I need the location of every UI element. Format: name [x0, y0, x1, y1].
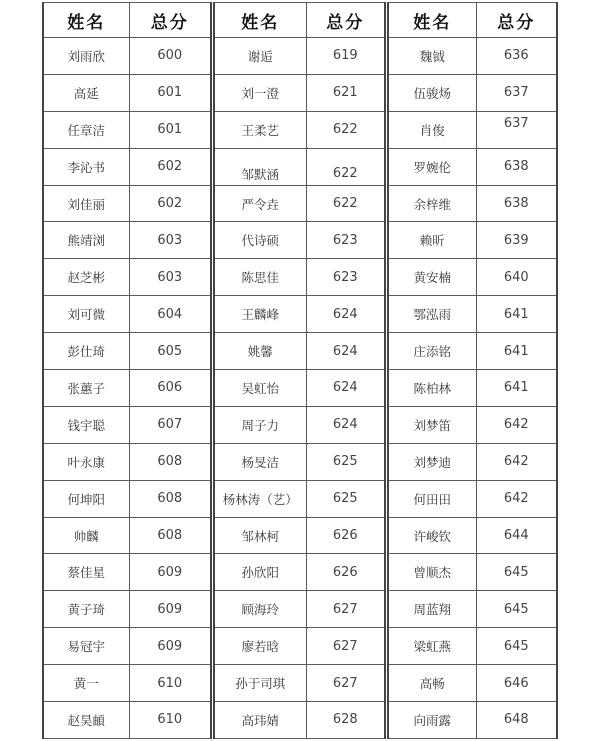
student-name-cell: [214, 554, 306, 591]
student-name-cell: [43, 665, 129, 702]
total-score-cell: [476, 333, 557, 370]
total-score-cell: [476, 406, 557, 443]
table-row: [388, 222, 557, 259]
total-score: 606: [157, 380, 183, 396]
total-score: 603: [157, 232, 183, 248]
total-score-cell: [476, 222, 557, 259]
student-name: 刘雨欣: [67, 48, 105, 64]
student-name: 鄂泓雨: [413, 307, 451, 323]
student-name-cell: [214, 185, 306, 222]
student-name-cell: [214, 443, 306, 480]
student-name: 代诗硕: [241, 233, 279, 249]
total-score-cell: [306, 517, 385, 554]
total-score: 628: [332, 712, 358, 728]
student-name-cell: [214, 406, 306, 443]
header-score: 总分: [129, 3, 211, 38]
student-name-cell: [388, 591, 476, 628]
header-name: 姓名: [43, 3, 129, 38]
total-score: 627: [332, 675, 358, 691]
total-score: 623: [332, 269, 358, 285]
student-name: 刘梦笛: [413, 417, 451, 433]
student-name-cell: [43, 406, 129, 443]
table-row: [43, 480, 211, 517]
total-score-cell: [476, 665, 557, 702]
total-score-cell: [476, 296, 557, 333]
student-name: 邹林柯: [241, 528, 279, 544]
student-name-cell: [214, 628, 306, 665]
table-row: [43, 38, 211, 75]
table-header-row: [388, 3, 557, 38]
total-score: 637: [503, 116, 529, 132]
total-score-cell: [129, 259, 211, 296]
student-name: 帅麟: [73, 528, 99, 544]
total-score: 648: [503, 712, 529, 728]
student-name: 孙欣阳: [241, 565, 279, 581]
student-name: 严令垚: [241, 196, 279, 212]
student-name-cell: [43, 222, 129, 259]
student-name: 顾海玲: [241, 602, 279, 618]
total-score: 625: [332, 491, 358, 507]
table-row: [214, 702, 385, 739]
total-score-cell: [476, 74, 557, 111]
student-name-cell: [214, 296, 306, 333]
table-row: [388, 185, 557, 222]
student-name: 易冠宇: [67, 639, 105, 655]
student-name-cell: [43, 74, 129, 111]
student-name-cell: [43, 702, 129, 739]
total-score-cell: [476, 480, 557, 517]
student-name: 廖若晗: [241, 639, 279, 655]
student-name: 罗婉伦: [413, 159, 451, 175]
table-row: [214, 591, 385, 628]
student-name: 曾顺杰: [413, 565, 451, 581]
student-name: 赖昕: [419, 233, 445, 249]
student-name-cell: [388, 296, 476, 333]
total-score-cell: [306, 554, 385, 591]
score-table-3: [387, 2, 558, 739]
table-row: [388, 554, 557, 591]
student-name-cell: [388, 665, 476, 702]
student-name-cell: [388, 406, 476, 443]
student-name-cell: [214, 38, 306, 75]
student-name: 彭仕琦: [67, 344, 105, 360]
student-name: 张蕙子: [67, 380, 105, 396]
total-score: 642: [503, 491, 529, 507]
table-header-row: [43, 3, 211, 38]
header-name: 姓名: [214, 3, 306, 38]
table-row: [214, 38, 385, 75]
table-row: [214, 296, 385, 333]
total-score-cell: [129, 443, 211, 480]
student-name: 王柔艺: [241, 122, 279, 138]
student-name: 何田田: [413, 491, 451, 507]
student-name-cell: [388, 628, 476, 665]
total-score-cell: [129, 517, 211, 554]
table-row: [388, 333, 557, 370]
student-name: 刘佳丽: [67, 196, 105, 212]
table-row: [388, 370, 557, 407]
total-score-cell: [306, 259, 385, 296]
student-name-cell: [388, 185, 476, 222]
student-name-cell: [43, 296, 129, 333]
table-row: [214, 628, 385, 665]
total-score-cell: [129, 628, 211, 665]
total-score-cell: [306, 74, 385, 111]
total-score: 601: [157, 85, 183, 101]
total-score: 626: [332, 564, 358, 580]
total-score: 624: [332, 417, 358, 433]
total-score: 638: [503, 196, 529, 211]
total-score: 624: [332, 306, 358, 322]
student-name-cell: [43, 443, 129, 480]
total-score-cell: [306, 628, 385, 665]
student-name-cell: [388, 111, 476, 148]
table-row: [214, 74, 385, 111]
table-header-row: [214, 3, 385, 38]
total-score-cell: [129, 74, 211, 111]
table-row: [388, 443, 557, 480]
total-score: 602: [157, 196, 183, 211]
student-name: 邹默涵: [241, 166, 279, 182]
student-name: 高玮婧: [241, 712, 279, 728]
total-score-cell: [306, 148, 385, 185]
student-name: 向雨露: [413, 712, 451, 728]
student-name: 高畅: [419, 676, 445, 692]
student-name-cell: [43, 38, 129, 75]
total-score-cell: [476, 591, 557, 628]
student-name-cell: [43, 148, 129, 185]
table-row: [43, 591, 211, 628]
total-score-cell: [129, 370, 211, 407]
table-row: [388, 148, 557, 185]
table-row: [43, 628, 211, 665]
student-name: 魏钺: [419, 48, 445, 64]
student-name: 任章洁: [67, 122, 105, 138]
student-name: 杨旻洁: [241, 454, 279, 470]
student-name: 杨林涛（艺）: [222, 491, 298, 507]
total-score: 625: [332, 454, 358, 470]
total-score-cell: [306, 296, 385, 333]
student-name: 何坤阳: [67, 491, 105, 507]
total-score: 600: [157, 48, 183, 64]
header-score: 总分: [476, 3, 557, 38]
total-score-cell: [476, 443, 557, 480]
table-row: [43, 148, 211, 185]
total-score-cell: [476, 370, 557, 407]
table-row: [214, 111, 385, 148]
total-score: 622: [332, 196, 358, 211]
student-name: 周蓝翔: [413, 602, 451, 618]
total-score: 608: [157, 491, 183, 507]
student-name-cell: [214, 148, 306, 185]
total-score: 609: [157, 564, 183, 580]
total-score-cell: [129, 406, 211, 443]
total-score: 603: [157, 269, 183, 285]
student-name: 钱宇聪: [67, 417, 105, 433]
student-name-cell: [214, 74, 306, 111]
table-row: [214, 333, 385, 370]
student-name-cell: [43, 554, 129, 591]
student-name: 周子力: [241, 417, 279, 433]
total-score: 608: [157, 528, 183, 544]
student-name-cell: [43, 333, 129, 370]
student-name: 黄子琦: [67, 602, 105, 618]
total-score-cell: [306, 111, 385, 148]
student-name: 谢逅: [247, 48, 273, 64]
total-score: 621: [332, 85, 358, 101]
table-row: [43, 554, 211, 591]
total-score: 646: [503, 675, 529, 691]
total-score-cell: [129, 702, 211, 739]
student-name-cell: [214, 480, 306, 517]
table-row: [214, 370, 385, 407]
total-score-cell: [476, 38, 557, 75]
table-row: [214, 665, 385, 702]
total-score: 610: [157, 712, 183, 728]
total-score-cell: [476, 259, 557, 296]
student-name: 刘一澄: [241, 85, 279, 101]
student-name-cell: [388, 370, 476, 407]
total-score: 627: [332, 638, 358, 654]
student-name-cell: [43, 370, 129, 407]
total-score: 609: [157, 601, 183, 617]
student-name-cell: [388, 480, 476, 517]
table-row: [388, 702, 557, 739]
total-score-cell: [129, 554, 211, 591]
student-name: 刘梦迪: [413, 454, 451, 470]
total-score-cell: [476, 111, 557, 148]
student-name-cell: [388, 259, 476, 296]
table-row: [388, 74, 557, 111]
student-name-cell: [43, 185, 129, 222]
total-score-cell: [306, 406, 385, 443]
table-row: [43, 517, 211, 554]
student-name-cell: [214, 591, 306, 628]
total-score: 637: [503, 85, 529, 101]
student-name-cell: [388, 38, 476, 75]
table-row: [388, 480, 557, 517]
total-score: 602: [157, 159, 183, 175]
table-row: [214, 148, 385, 185]
student-name-cell: [388, 148, 476, 185]
student-name: 陈柏林: [413, 380, 451, 396]
student-name-cell: [214, 111, 306, 148]
total-score-cell: [476, 148, 557, 185]
student-name: 高延: [73, 85, 99, 101]
student-name-cell: [388, 554, 476, 591]
student-name-cell: [388, 702, 476, 739]
total-score-cell: [129, 111, 211, 148]
total-score: 644: [503, 528, 529, 544]
total-score-cell: [306, 702, 385, 739]
table-row: [43, 702, 211, 739]
total-score: 627: [332, 601, 358, 617]
student-name-cell: [214, 370, 306, 407]
score-table-2: [213, 2, 386, 739]
student-name: 梁虹燕: [413, 639, 451, 655]
total-score-cell: [129, 333, 211, 370]
total-score: 624: [332, 343, 358, 359]
student-name-cell: [214, 702, 306, 739]
student-name-cell: [214, 259, 306, 296]
total-score-cell: [306, 333, 385, 370]
table-row: [43, 185, 211, 222]
student-name-cell: [388, 333, 476, 370]
student-name: 蔡佳星: [67, 565, 105, 581]
total-score-cell: [476, 517, 557, 554]
total-score-cell: [129, 296, 211, 333]
student-name: 赵昊頔: [67, 712, 105, 728]
student-name: 叶永康: [67, 454, 105, 470]
table-row: [43, 406, 211, 443]
table-row: [388, 517, 557, 554]
table-row: [214, 517, 385, 554]
total-score: 624: [332, 380, 358, 396]
total-score: 642: [503, 417, 529, 433]
student-name: 熊靖浏: [67, 233, 105, 249]
student-name: 姚馨: [247, 344, 273, 360]
total-score: 642: [503, 454, 529, 470]
total-score-cell: [476, 702, 557, 739]
total-score: 645: [503, 638, 529, 654]
total-score-cell: [129, 38, 211, 75]
total-score: 641: [503, 306, 529, 322]
student-name: 吴虹怡: [241, 380, 279, 396]
total-score: 610: [157, 675, 183, 691]
student-name: 余梓维: [413, 196, 451, 212]
total-score: 622: [332, 122, 358, 138]
table-row: [388, 259, 557, 296]
table-row: [43, 222, 211, 259]
student-name-cell: [214, 517, 306, 554]
table-row: [388, 406, 557, 443]
table-row: [214, 443, 385, 480]
table-row: [388, 38, 557, 75]
student-name: 孙于司琪: [235, 676, 286, 692]
table-row: [388, 296, 557, 333]
student-name: 李沁书: [67, 159, 105, 175]
table-row: [43, 111, 211, 148]
table-row: [43, 370, 211, 407]
table-row: [388, 665, 557, 702]
table-row: [388, 628, 557, 665]
total-score: 607: [157, 417, 183, 433]
student-name-cell: [388, 222, 476, 259]
total-score-cell: [129, 148, 211, 185]
total-score: 645: [503, 601, 529, 617]
table-row: [214, 406, 385, 443]
student-name: 陈思佳: [241, 270, 279, 286]
student-name-cell: [43, 591, 129, 628]
total-score-cell: [129, 185, 211, 222]
student-name: 黄一: [73, 676, 99, 692]
student-name: 肖俊: [419, 122, 445, 138]
student-name-cell: [43, 628, 129, 665]
table-row: [214, 185, 385, 222]
student-name-cell: [214, 222, 306, 259]
total-score-cell: [476, 628, 557, 665]
total-score: 641: [503, 380, 529, 396]
total-score-cell: [306, 443, 385, 480]
table-row: [214, 554, 385, 591]
table-row: [388, 111, 557, 148]
student-name: 伍骏炀: [413, 85, 451, 101]
total-score-cell: [306, 591, 385, 628]
student-name: 许峻钦: [413, 528, 451, 544]
total-score: 641: [503, 343, 529, 359]
total-score: 626: [332, 528, 358, 544]
total-score-cell: [306, 665, 385, 702]
total-score: 639: [503, 232, 529, 248]
student-name-cell: [214, 665, 306, 702]
total-score: 645: [503, 564, 529, 580]
student-name-cell: [388, 74, 476, 111]
table-row: [43, 296, 211, 333]
total-score-cell: [129, 591, 211, 628]
header-score: 总分: [306, 3, 385, 38]
table-row: [43, 333, 211, 370]
header-name: 姓名: [388, 3, 476, 38]
student-name-cell: [388, 443, 476, 480]
table-row: [214, 259, 385, 296]
total-score-cell: [129, 480, 211, 517]
total-score: 622: [332, 166, 358, 182]
table-row: [43, 443, 211, 480]
table-row: [214, 222, 385, 259]
total-score: 636: [503, 48, 529, 64]
total-score-cell: [306, 222, 385, 259]
student-name-cell: [43, 517, 129, 554]
student-name-cell: [43, 480, 129, 517]
total-score: 605: [157, 343, 183, 359]
student-name-cell: [214, 333, 306, 370]
total-score: 638: [503, 159, 529, 175]
score-table-1: [42, 2, 212, 739]
student-name-cell: [43, 259, 129, 296]
total-score: 609: [157, 638, 183, 654]
total-score-cell: [476, 554, 557, 591]
total-score: 619: [332, 48, 358, 64]
table-row: [43, 665, 211, 702]
total-score-cell: [306, 480, 385, 517]
total-score: 601: [157, 122, 183, 138]
student-name: 黄安楠: [413, 270, 451, 286]
table-row: [388, 591, 557, 628]
table-row: [214, 480, 385, 517]
student-name: 庄添铭: [413, 344, 451, 360]
student-name: 刘可微: [67, 307, 105, 323]
table-row: [43, 259, 211, 296]
student-name: 王麟峰: [241, 307, 279, 323]
student-name: 赵芝彬: [67, 270, 105, 286]
total-score-cell: [129, 665, 211, 702]
total-score: 608: [157, 454, 183, 470]
total-score: 623: [332, 232, 358, 248]
student-name-cell: [388, 517, 476, 554]
table-row: [43, 74, 211, 111]
total-score-cell: [476, 185, 557, 222]
total-score: 640: [503, 269, 529, 285]
total-score-cell: [306, 370, 385, 407]
total-score-cell: [306, 185, 385, 222]
student-name-cell: [43, 111, 129, 148]
total-score-cell: [129, 222, 211, 259]
total-score: 604: [157, 306, 183, 322]
total-score-cell: [306, 38, 385, 75]
